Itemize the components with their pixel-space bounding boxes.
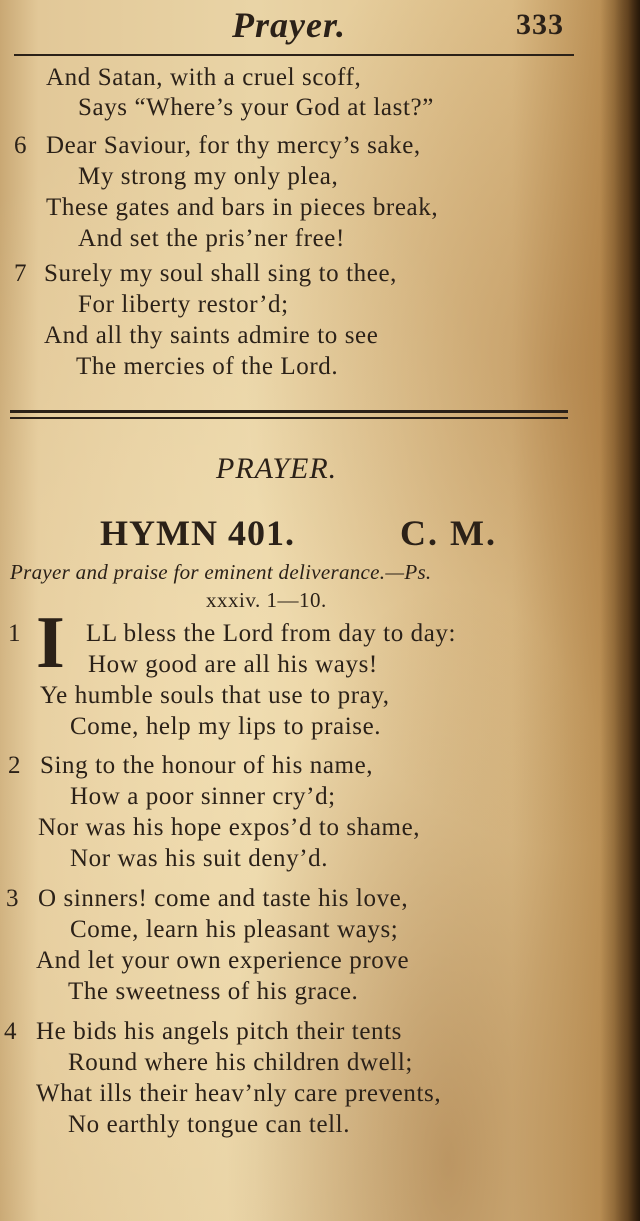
section-divider — [10, 410, 568, 422]
verse-line: How a poor sinner cry’d; — [70, 783, 336, 810]
verse-line: Round where his children dwell; — [68, 1049, 413, 1076]
verse-line: And let your own experience prove — [36, 947, 410, 974]
verse-line: My strong my only plea, — [78, 163, 339, 190]
stanza-number: 3 — [6, 885, 19, 912]
running-head: Prayer. — [232, 5, 346, 45]
hymn-meter: C. M. — [400, 513, 497, 553]
verse-line: Sing to the honour of his name, — [40, 752, 374, 779]
verse-line: Nor was his hope expos’d to shame, — [38, 814, 421, 841]
drop-cap: I — [36, 602, 65, 684]
header-rule — [14, 54, 574, 56]
verse-line: Ye humble souls that use to pray, — [40, 682, 390, 709]
verse-line: He bids his angels pitch their tents — [36, 1018, 402, 1045]
verse-line: What ills their heav’nly care prevents, — [36, 1080, 442, 1107]
hymn-subtitle: Prayer and praise for eminent deliverance.—Ps. — [10, 560, 432, 584]
verse-line: And all thy saints admire to see — [44, 322, 379, 349]
scripture-reference: xxxiv. 1—10. — [206, 588, 327, 612]
page-edge-shadow — [600, 0, 640, 1221]
verse-line: And Satan, with a cruel scoff, — [46, 64, 362, 91]
verse-line: For liberty restor’d; — [78, 291, 289, 318]
verse-line: How good are all his ways! — [88, 651, 378, 678]
stanza-number: 2 — [8, 752, 21, 779]
verse-line: No earthly tongue can tell. — [68, 1111, 351, 1138]
page-header — [0, 0, 600, 52]
verse-line: The mercies of the Lord. — [76, 353, 339, 380]
verse-line: Nor was his suit deny’d. — [70, 845, 329, 872]
stanza-number: 1 — [8, 620, 21, 647]
stanza-number: 4 — [4, 1018, 17, 1045]
verse-line: O sinners! come and taste his love, — [38, 885, 409, 912]
hymn-heading: HYMN 401. — [100, 513, 295, 553]
stanza-number: 6 — [14, 132, 27, 159]
verse-line: The sweetness of his grace. — [68, 978, 359, 1005]
verse-line: Come, help my lips to praise. — [70, 713, 382, 740]
verse-line: And set the pris’ner free! — [78, 225, 345, 252]
verse-line: Surely my soul shall sing to thee, — [44, 260, 398, 287]
verse-line: Dear Saviour, for thy mercy’s sake, — [46, 132, 421, 159]
section-title: PRAYER. — [216, 452, 338, 485]
page-number: 333 — [516, 8, 564, 41]
verse-line: Says “Where’s your God at last?” — [78, 94, 434, 121]
verse-line: These gates and bars in pieces break, — [46, 194, 439, 221]
verse-line: LL bless the Lord from day to day: — [86, 620, 457, 647]
stanza-number: 7 — [14, 260, 27, 287]
verse-line: Come, learn his pleasant ways; — [70, 916, 399, 943]
